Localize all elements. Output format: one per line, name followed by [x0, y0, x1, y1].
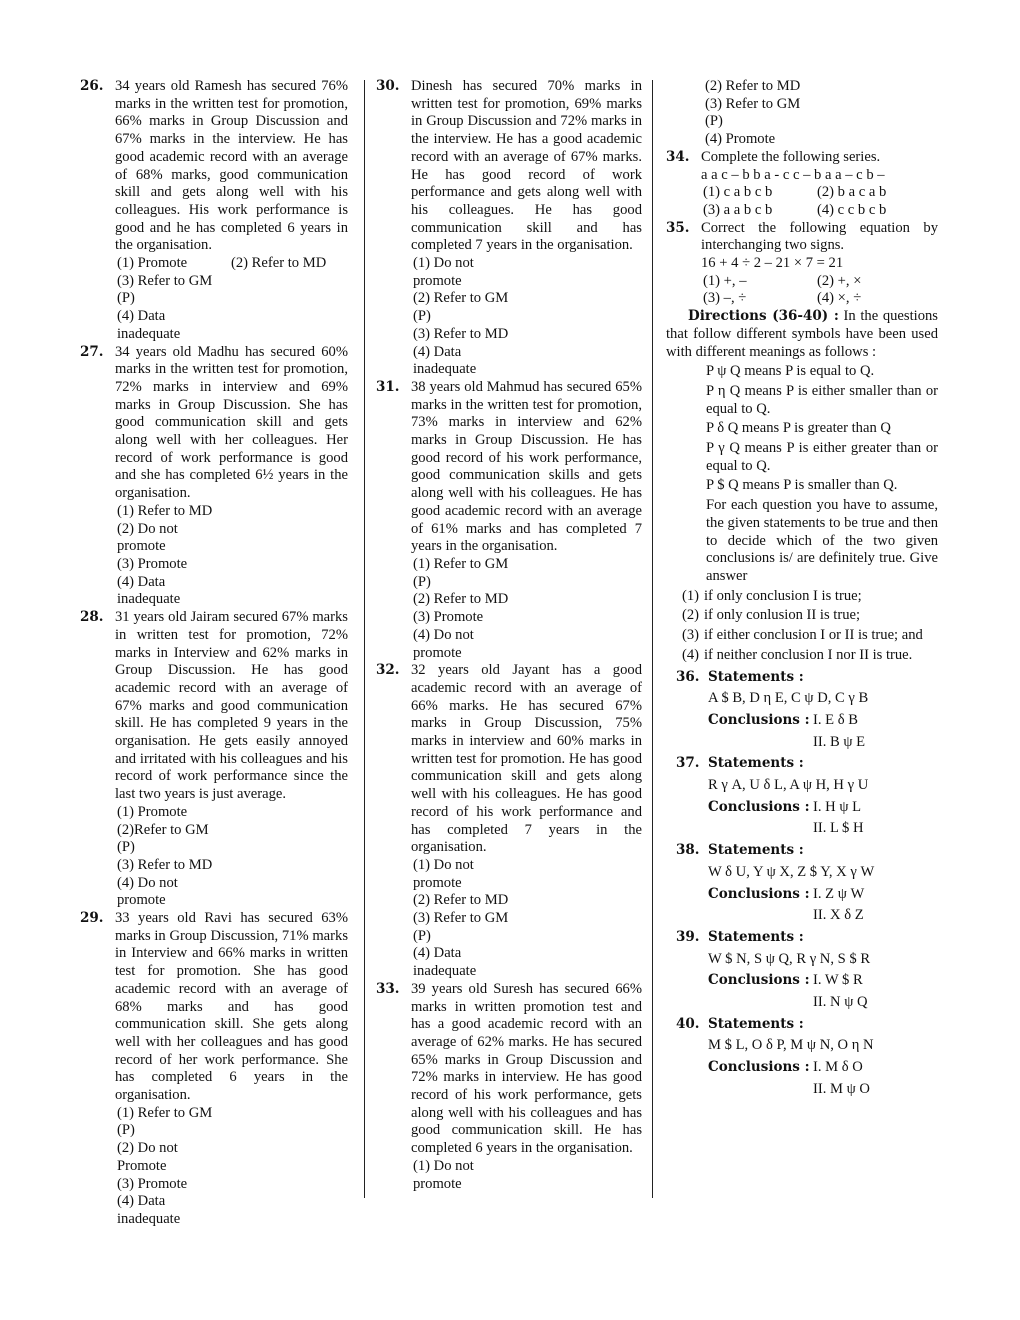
- answer-rule-label: (2): [682, 607, 700, 624]
- option-row: [115, 1105, 348, 1140]
- answer-option: (2) b a c a b: [817, 184, 887, 201]
- answer-option: (2) Refer to MD: [231, 255, 327, 272]
- answer-rule-label: (1): [682, 587, 700, 604]
- conclusions-row: [708, 1059, 938, 1077]
- question-text: 38 years old Mahmud has secured 65% marks in the written test for promotion, 73% marks in interview and 62% marks in Group Discussion. He has good record of his work performance, good communication skills and gets along well with his colleagues. He has good academic record with an average of 61% marks and has completed 7 years in the organisation.: [411, 378, 642, 555]
- question: [376, 379, 642, 662]
- option-row: [703, 96, 938, 131]
- answer-option: (4) Data inadequate: [117, 573, 181, 608]
- conclusion-1: I. H ψ L: [813, 798, 862, 815]
- answer-option: (3) Refer to GM (P): [413, 910, 509, 944]
- answer-rule-text: if either conclusion I or II is true; and: [704, 627, 923, 644]
- symbol-definition: For each question you have to assume, the given statements to be true and then to decide which of the two given conclusions is/ are definitely true. Give answer: [706, 497, 938, 584]
- answer-rule: [666, 588, 938, 606]
- directions-text: In the questions that follow different symbols have been used with different meanings as follows :: [666, 308, 938, 360]
- option-row: [115, 574, 348, 609]
- answer-option: (3) Refer to MD: [413, 325, 509, 342]
- option-row: [411, 591, 642, 609]
- option-row: [703, 131, 938, 149]
- answer-option: (3) Promote: [117, 1175, 188, 1192]
- column-2: [376, 78, 642, 1193]
- answer-option: (1) Refer to MD: [117, 502, 213, 519]
- statement-question: [666, 669, 938, 752]
- option-row: [115, 308, 348, 343]
- question-number: 31.: [376, 378, 400, 395]
- question: [376, 981, 642, 1193]
- answer-rule-text: if neither conclusion I nor II is true.: [704, 646, 913, 663]
- statement-question: [666, 755, 938, 838]
- question-text: 39 years old Suresh has secured 66% marks in written promotion test and has a good academic record with an average of 62% marks. He has secured 65% marks in Group Discussion and 72% marks in interview. He has good record of his work performance, gets along well with his colleagues and has good communication skill. He has completed 6 years in the organisation.: [411, 980, 642, 1157]
- column-1: [80, 78, 348, 1229]
- conclusions-label: Conclusions :: [708, 885, 810, 902]
- answer-rule: [666, 647, 938, 665]
- option-row: [701, 202, 938, 220]
- symbol-definition: P η Q means P is either smaller than or equal to Q.: [706, 382, 938, 417]
- question: [376, 78, 642, 379]
- conclusions-label: Conclusions :: [708, 972, 810, 989]
- answer-rule-label: (3): [682, 627, 700, 644]
- question-number: 27.: [80, 343, 104, 360]
- option-row: [411, 857, 642, 892]
- question-number: 28.: [80, 609, 104, 626]
- answer-option: (2) Refer to MD: [413, 892, 509, 909]
- option-row: [411, 344, 642, 379]
- answer-option: (3) Refer to MD: [117, 856, 213, 873]
- statements-label: Statements :: [708, 928, 804, 945]
- answer-option: (4) Do not promote: [413, 626, 474, 661]
- column-divider: [652, 80, 653, 1198]
- answer-rule-text: if only conclusion I is true;: [704, 587, 862, 604]
- answer-rule: [666, 627, 938, 645]
- question: [80, 78, 348, 344]
- option-row: [115, 521, 348, 556]
- answer-option: (2) Refer to MD: [413, 591, 509, 608]
- option-row: [701, 290, 938, 308]
- statement-question: [666, 842, 938, 925]
- answer-rule: [666, 607, 938, 625]
- answer-option: (2)Refer to GM (P): [117, 821, 209, 856]
- column-3: [666, 78, 938, 1099]
- answer-option: (4) Data inadequate: [413, 945, 477, 980]
- answer-option: (3) Refer to GM (P): [117, 272, 213, 307]
- answer-rule-label: (4): [682, 646, 700, 663]
- statements-text: W δ U, Y ψ X, Z $ Y, X γ W: [708, 863, 875, 880]
- answer-rule-text: if only conlusion II is true;: [704, 607, 861, 624]
- option-row: [115, 273, 348, 308]
- conclusion-1: I. M δ O: [813, 1059, 863, 1076]
- answer-option: (4) Do not promote: [117, 874, 178, 909]
- conclusion-2: II. X δ Z: [813, 907, 864, 924]
- answer-option: (1) c a b c b: [703, 184, 773, 201]
- option-row: [411, 892, 642, 910]
- statements-text: R γ A, U δ L, A ψ H, H γ U: [708, 777, 869, 794]
- answer-option: (4) Data inadequate: [413, 343, 477, 378]
- question-text: 33 years old Ravi has secured 63% marks in Group Discussion, 71% marks in Interview and 66% marks in written test for promotion. She has good academic record with an average of 68% marks and has good communication skill. She gets along well with her colleagues and has good record of her work performance. She has completed 6 years in the organisation.: [115, 910, 348, 1104]
- conclusion-1: I. W $ R: [813, 972, 863, 989]
- question-number: 29.: [80, 910, 104, 927]
- option-row: [115, 822, 348, 857]
- question-text: 32 years old Jayant has a good academic record with an average of 66% marks. He has secured 67% marks in Group Discussion, 75% marks in interview and 60% marks in written test for promotion. He has good communication skill and gets along well with his colleagues. He has good record of his work performance and has completed 7 years in the organisation.: [411, 662, 642, 856]
- answer-option: (1) Do not promote: [413, 255, 474, 289]
- answer-option: (1) +, –: [703, 272, 747, 289]
- option-row: [411, 290, 642, 325]
- question: [80, 609, 348, 910]
- question-options-continued: [666, 78, 938, 149]
- conclusions-row: [708, 712, 938, 730]
- conclusions-label: Conclusions :: [708, 1059, 810, 1076]
- option-row: [411, 1158, 642, 1193]
- option-row: [411, 556, 642, 591]
- answer-option: (3) –, ÷: [703, 290, 747, 307]
- question: [666, 149, 938, 220]
- answer-option: (2) Do not promote: [117, 520, 178, 555]
- option-row: [115, 503, 348, 521]
- question-number: 39.: [676, 928, 700, 945]
- answer-option: (2) +, ×: [817, 272, 862, 289]
- statements-text: M $ L, O δ P, M ψ N, O η N: [708, 1037, 874, 1054]
- question-number: 36.: [676, 668, 700, 685]
- statements-label: Statements :: [708, 842, 804, 859]
- question-text: Correct the following equation by interchanging two signs.: [701, 219, 938, 254]
- answer-option: (2) Refer to GM (P): [413, 290, 509, 325]
- option-row: [115, 857, 348, 875]
- answer-option: (4) Data inadequate: [117, 1193, 181, 1227]
- question: [80, 344, 348, 610]
- question: [666, 220, 938, 309]
- answer-option: (1) Refer to GM (P): [117, 1104, 213, 1139]
- conclusion-2: II. N ψ Q: [813, 994, 868, 1011]
- statements-label: Statements :: [708, 755, 804, 772]
- conclusion-1: I. Z ψ W: [813, 885, 865, 902]
- answer-option: (2) Refer to MD: [705, 78, 801, 94]
- question-text: 34 years old Madhu has secured 60% marks in the written test for promotion, 72% marks in interview and 69% marks in Group Discussion. She has good communication skill and gets along well with her colleagues. Her record of work performance is good and she has completed 6½ years in the organisation.: [115, 343, 348, 502]
- question-number: 33.: [376, 980, 400, 997]
- answer-option: (4) ×, ÷: [817, 290, 862, 307]
- answer-option: (1) Refer to GM (P): [413, 555, 509, 590]
- question-number: 34.: [666, 148, 690, 165]
- answer-option: (1) Promote: [117, 255, 188, 272]
- option-row: [115, 255, 348, 273]
- option-row: [115, 1193, 348, 1228]
- question-text: 31 years old Jairam secured 67% marks in written test for promotion, 72% marks in Interview and 62% marks in Group Discussion. He has good academic record with an average of 67% marks and good communication skill. He has completed 9 years in the organisation. He gets easily annoyed and irritated with his colleagues and his record of work performance since the last two years is just average.: [115, 609, 348, 803]
- question-number: 30.: [376, 78, 400, 94]
- option-row: [701, 273, 938, 291]
- symbol-definition: P γ Q means P is either greater than or equal to Q.: [706, 440, 938, 474]
- conclusions-row: [708, 799, 938, 817]
- question: [80, 910, 348, 1229]
- option-row: [115, 1140, 348, 1175]
- answer-option: (1) Promote: [117, 803, 188, 820]
- option-row: [411, 627, 642, 662]
- statements-label: Statements :: [708, 668, 804, 685]
- statements-text: W $ N, S ψ Q, R γ N, S $ R: [708, 950, 871, 967]
- question-number: 40.: [676, 1015, 700, 1032]
- question-number: 37.: [676, 755, 700, 772]
- answer-option: (3) Refer to GM (P): [705, 95, 801, 130]
- answer-option: (4) Data inadequate: [117, 308, 181, 342]
- statements-label: Statements :: [708, 1015, 804, 1032]
- answer-option: (2) Do not Promote: [117, 1140, 178, 1174]
- conclusions-row: [708, 886, 938, 904]
- conclusion-2: II. B ψ E: [813, 733, 866, 750]
- symbol-definition: P ψ Q means P is equal to Q.: [706, 363, 875, 380]
- question: [376, 662, 642, 981]
- option-row: [411, 910, 642, 945]
- question-text: Dinesh has secured 70% marks in written test for promotion, 69% marks in Group Discussion and 72% marks in the interview. He has a good academic record with an average of 67% marks. He has good record of work performance and gets along well with his colleagues. He has good communication skill and has completed 7 years in the organisation.: [411, 78, 642, 254]
- question-number: 32.: [376, 662, 400, 679]
- option-row: [115, 804, 348, 822]
- answer-option: (3) a a b c b: [703, 201, 773, 218]
- symbol-definition: P $ Q means P is smaller than Q.: [706, 477, 898, 494]
- option-row: [411, 326, 642, 344]
- question-expression: 16 + 4 ÷ 2 – 21 × 7 = 21: [701, 255, 844, 272]
- option-row: [411, 609, 642, 627]
- option-row: [701, 184, 938, 202]
- answer-option: (4) Promote: [705, 131, 776, 148]
- statement-question: [666, 1016, 938, 1099]
- question-text: Complete the following series.: [701, 148, 881, 165]
- directions-label: Directions (36-40) :: [688, 308, 839, 325]
- question-expression: a a c – b b a - c c – b a a – c b –: [701, 166, 885, 183]
- option-row: [411, 255, 642, 290]
- question-number: 26.: [80, 78, 104, 94]
- option-row: [115, 875, 348, 910]
- option-row: [703, 78, 938, 96]
- conclusion-2: II. M ψ O: [813, 1080, 870, 1097]
- option-row: [115, 556, 348, 574]
- option-row: [411, 945, 642, 980]
- option-row: [115, 1176, 348, 1194]
- answer-option: (1) Do not promote: [413, 1157, 474, 1192]
- column-divider: [364, 80, 365, 1198]
- statement-question: [666, 929, 938, 1012]
- question-number: 38.: [676, 842, 700, 859]
- statements-text: A $ B, D η E, C ψ D, C γ B: [708, 690, 869, 707]
- answer-option: (3) Promote: [413, 609, 484, 626]
- answer-option: (1) Do not promote: [413, 856, 474, 891]
- conclusion-2: II. L $ H: [813, 820, 864, 837]
- conclusions-row: [708, 972, 938, 990]
- question-text: 34 years old Ramesh has secured 76% marks in the written test for promotion, 66% marks in Group Discussion and 67% marks in the interview. He has good academic record with an average of 68% marks, good communication skill and gets along well with his colleagues. His work performance is good and he has completed 6 years in the organisation.: [115, 78, 348, 254]
- conclusion-1: I. E δ B: [813, 711, 858, 728]
- symbol-definition: P δ Q means P is greater than Q: [706, 420, 891, 437]
- question-number: 35.: [666, 219, 690, 236]
- conclusions-label: Conclusions :: [708, 798, 810, 815]
- answer-option: (3) Promote: [117, 555, 188, 572]
- directions: [666, 308, 938, 361]
- answer-option: (4) c c b c b: [817, 201, 887, 218]
- conclusions-label: Conclusions :: [708, 711, 810, 728]
